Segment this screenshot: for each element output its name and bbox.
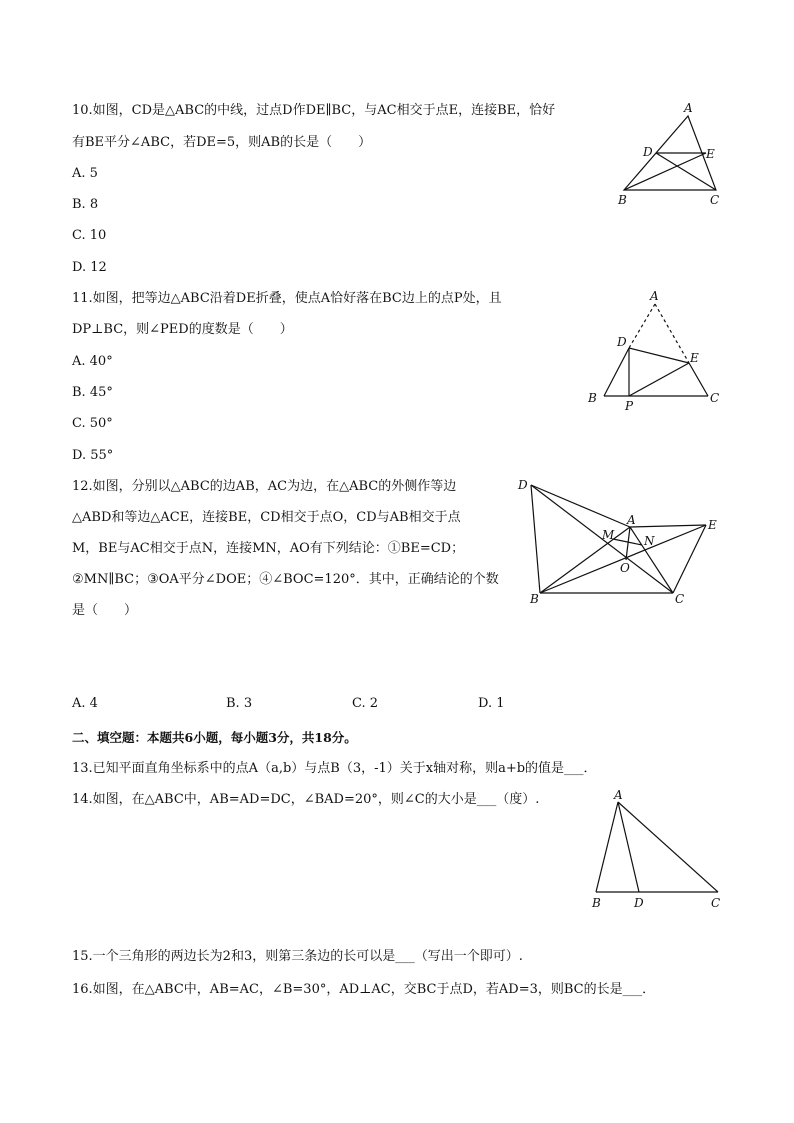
- q11-figure: [580, 286, 730, 416]
- q14-text: 14.如图，在△ABC中，AB=AD=DC，∠BAD=20°，则∠C的大小是___（度）.: [72, 792, 540, 807]
- q10-figure: [610, 100, 730, 212]
- q11-label-d: D: [617, 335, 627, 349]
- section-fill-in-heading: 二、填空题：本题共6小题，每小题3分，共18分。: [72, 730, 357, 745]
- q12-label-m: M: [602, 528, 615, 542]
- q12-segment-ao: [626, 527, 630, 560]
- q15-text: 15.一个三角形的两边长为2和3，则第三条边的长可以是___（写出一个即可）.: [72, 949, 523, 964]
- q12-figure: [510, 473, 730, 607]
- q12-segment-db: [531, 485, 540, 593]
- q12-option-d: D. 1: [478, 696, 505, 711]
- q11-segment-ec: [689, 363, 708, 396]
- q12-segment-ce: [673, 525, 706, 593]
- q12-option-c: C. 2: [352, 696, 379, 711]
- q10-option-b: B. 8: [72, 197, 99, 212]
- q14-segment-ab: [596, 802, 618, 892]
- q11-option-b: B. 45°: [72, 385, 113, 400]
- q11-segment-ad-dashed: [629, 304, 655, 348]
- q12-label-e: E: [708, 518, 717, 532]
- q12-segment-da: [531, 485, 630, 527]
- q10-label-c: C: [710, 193, 720, 207]
- q12-text-line4: ②MN∥BC；③OA平分∠DOE；④∠BOC=120°．其中，正确结论的个数: [72, 572, 499, 587]
- q12-text-line1: 12.如图，分别以△ABC的边AB，AC为边，在△ABC的外侧作等边: [72, 479, 457, 494]
- q10-label-b: B: [618, 193, 627, 207]
- q14-label-c: C: [711, 896, 721, 910]
- q10-option-d: D. 12: [72, 260, 107, 275]
- q14-label-b: B: [592, 896, 601, 910]
- q11-option-d: D. 55°: [72, 448, 114, 463]
- q12-label-a: A: [627, 513, 636, 527]
- q11-option-a: A. 40°: [72, 354, 113, 369]
- q14-segment-ac: [618, 802, 718, 892]
- q10-text-line2: 有BE平分∠ABC，若DE=5，则AB的长是（ ）: [72, 135, 372, 150]
- q14-label-a: A: [614, 788, 623, 802]
- q11-segment-ae-dashed: [655, 304, 689, 363]
- q12-label-d: D: [518, 478, 528, 492]
- q11-label-e: E: [690, 351, 699, 365]
- q12-text-line3: M，BE与AC相交于点N，连接MN，AO有下列结论：①BE=CD；: [72, 541, 465, 556]
- q11-segment-pe: [629, 363, 689, 396]
- q14-figure: [585, 788, 730, 913]
- q12-option-b: B. 3: [226, 696, 253, 711]
- q14-segment-ad: [618, 802, 639, 892]
- q12-label-o: O: [620, 561, 630, 575]
- q11-label-p: P: [625, 399, 634, 413]
- q11-label-b: B: [588, 391, 597, 405]
- q11-label-a: A: [650, 289, 659, 303]
- q10-label-e: E: [706, 147, 715, 161]
- q12-segment-be: [540, 525, 706, 593]
- q12-text-line2: △ABD和等边△ACE，连接BE，CD相交于点O，CD与AB相交于点: [72, 510, 461, 525]
- q10-label-d: D: [643, 145, 653, 159]
- q12-text-line5: 是（ ）: [72, 603, 138, 618]
- q10-label-a: A: [684, 101, 693, 115]
- q10-text-line1: 10.如图，CD是△ABC的中线，过点D作DE∥BC，与AC相交于点E，连接BE，恰好: [72, 103, 556, 118]
- q11-segment-de: [629, 348, 689, 363]
- q12-segment-ae: [630, 525, 706, 527]
- q12-label-c: C: [675, 592, 685, 606]
- q11-segment-bd: [604, 348, 629, 396]
- q12-label-b: B: [530, 592, 539, 606]
- q10-option-a: A. 5: [72, 166, 98, 181]
- q13-text: 13.已知平面直角坐标系中的点A（a,b）与点B（3，-1）关于x轴对称，则a+b的值是___．: [72, 761, 597, 776]
- q11-text-line2: DP⊥BC，则∠PED的度数是（ ）: [72, 322, 293, 337]
- q12-label-n: N: [644, 534, 655, 548]
- q12-segment-ab: [540, 527, 630, 593]
- q11-option-c: C. 50°: [72, 416, 113, 431]
- q11-text-line1: 11.如图，把等边△ABC沿着DE折叠，使点A恰好落在BC边上的点P处，且: [72, 291, 502, 306]
- q12-option-a: A. 4: [72, 696, 98, 711]
- q14-label-d: D: [634, 896, 644, 910]
- q11-label-c: C: [710, 391, 720, 405]
- q10-option-c: C. 10: [72, 228, 107, 243]
- q16-text: 16.如图，在△ABC中，AB=AC，∠B=30°，AD⊥AC，交BC于点D，若AD=3，则BC的长是___．: [72, 982, 656, 997]
